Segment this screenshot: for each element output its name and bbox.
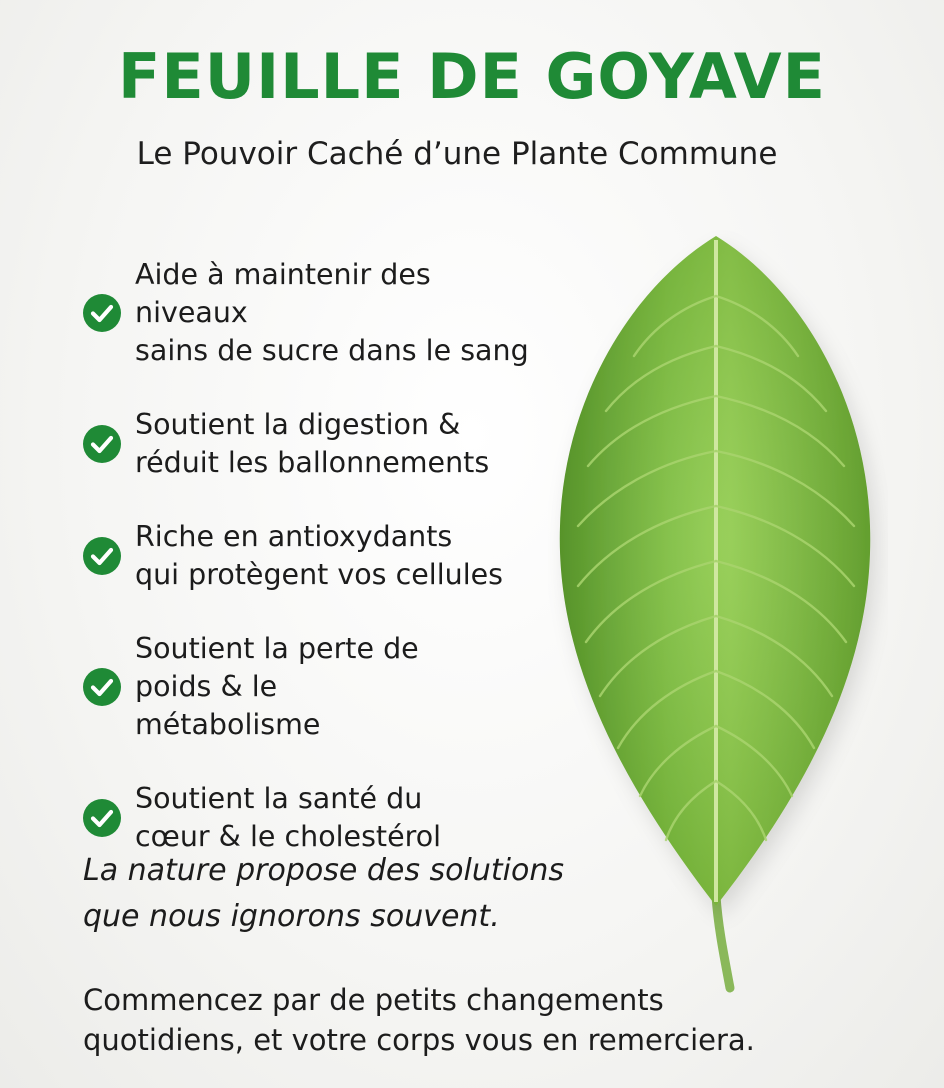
check-circle-icon <box>82 536 122 576</box>
benefit-item <box>82 780 552 856</box>
benefit-item <box>82 256 552 370</box>
quote-text: La nature propose des solutions que nous ignorons souvent. <box>83 853 564 934</box>
closing-text: Commencez par de petits changements quotidiens, et votre corps vous en remerciera. <box>83 983 755 1057</box>
benefit-item <box>82 630 552 744</box>
page-subtitle: Le Pouvoir Caché d’une Plante Commune <box>136 136 778 172</box>
guava-leaf-image <box>548 226 888 1006</box>
page-title: FEUILLE DE GOYAVE <box>118 40 826 113</box>
benefit-item <box>82 406 552 482</box>
benefit-text: Riche en antioxydants qui protègent vos cellules <box>135 520 503 591</box>
benefit-text: Soutient la perte de poids & le métabolisme <box>135 632 419 741</box>
check-circle-icon <box>82 424 122 464</box>
benefit-item <box>82 518 552 594</box>
check-circle-icon <box>82 293 122 333</box>
benefit-text: Soutient la santé du cœur & le cholestérol <box>135 782 442 853</box>
check-circle-icon <box>82 798 122 838</box>
benefit-text: Aide à maintenir des niveaux sains de sucre dans le sang <box>135 258 529 367</box>
benefits-list <box>82 256 552 892</box>
benefit-text: Soutient la digestion & réduit les ballonnements <box>135 408 490 479</box>
guava-leaf-icon <box>548 226 888 1006</box>
check-circle-icon <box>82 667 122 707</box>
